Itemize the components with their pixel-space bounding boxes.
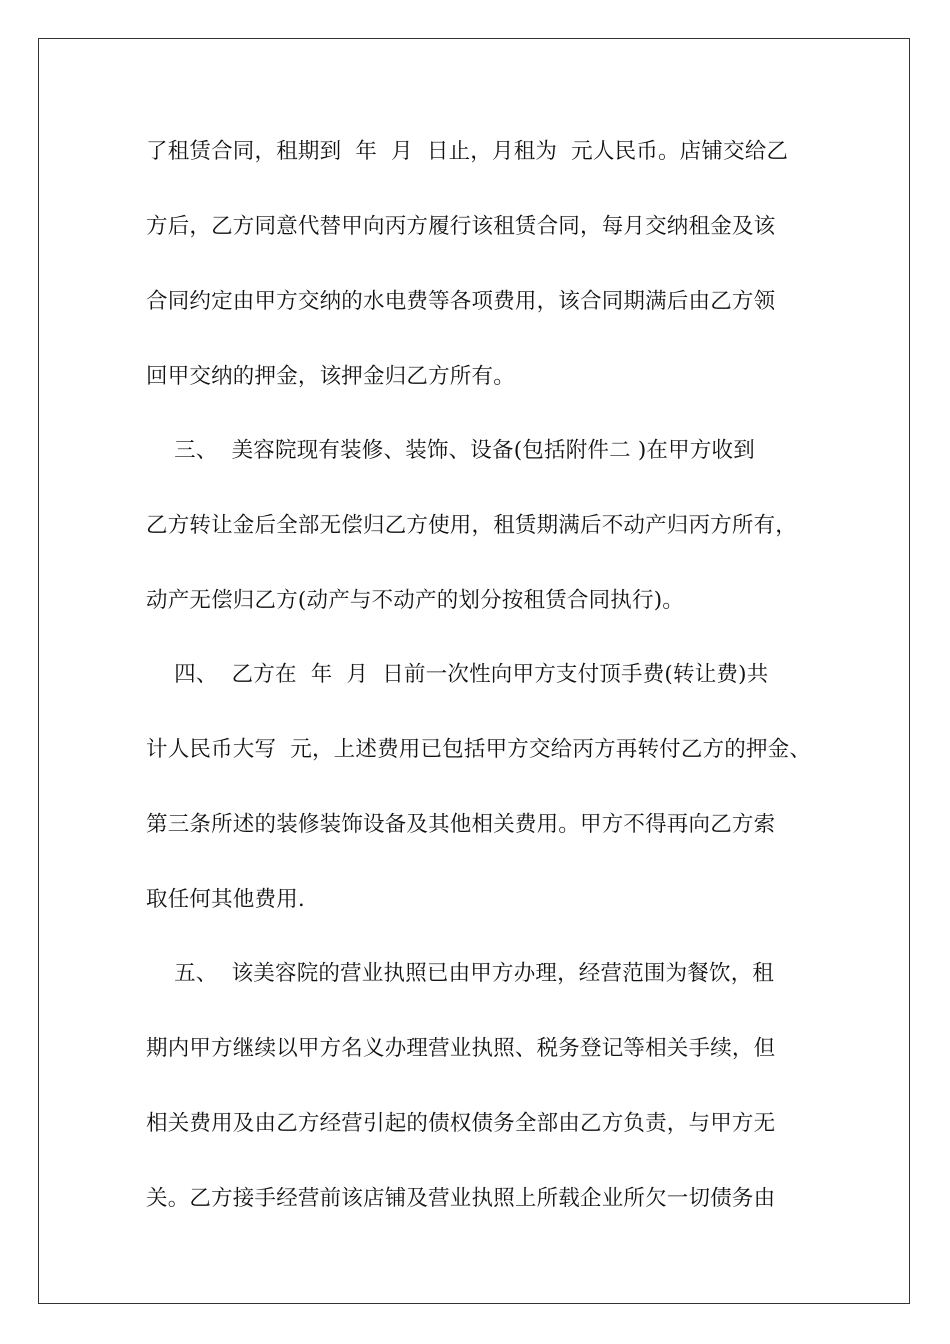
text-line: 期内甲方继续以甲方名义办理营业执照、税务登记等相关手续，但: [146, 1036, 776, 1061]
text-line: 三、 美容院现有装修、装饰、设备(包括附件二 )在甲方收到: [146, 438, 755, 463]
text-line: 合同约定由甲方交纳的水电费等各项费用，该合同期满后由乙方领: [146, 289, 776, 314]
text-line: 回甲交纳的押金，该押金归乙方所有。: [146, 364, 515, 389]
text-line: 关。乙方接手经营前该店铺及营业执照上所载企业所欠一切债务由: [146, 1186, 776, 1211]
text-line: 了租赁合同，租期到 年 月 日止，月租为 元人民币。店铺交给乙: [146, 139, 789, 164]
text-line: 四、 乙方在 年 月 日前一次性向甲方支付顶手费(转让费)共: [146, 662, 769, 687]
text-line: 乙方转让金后全部无偿归乙方使用，租赁期满后不动产归丙方所有，: [146, 513, 798, 538]
text-line: 第三条所述的装修装饰设备及其他相关费用。甲方不得再向乙方索: [146, 812, 776, 837]
text-line: 相关费用及由乙方经营引起的债权债务全部由乙方负责，与甲方无: [146, 1111, 776, 1136]
text-line: 取任何其他费用.: [146, 887, 305, 912]
text-line: 计人民币大写 元，上述费用已包括甲方交给丙方再转付乙方的押金、: [146, 737, 812, 762]
text-line: 方后，乙方同意代替甲向丙方履行该租赁合同，每月交纳租金及该: [146, 214, 776, 239]
text-line: 动产无偿归乙方(动产与不动产的划分按租赁合同执行)。: [146, 588, 684, 613]
text-line: 五、 该美容院的营业执照已由甲方办理，经营范围为餐饮，租: [146, 961, 775, 986]
